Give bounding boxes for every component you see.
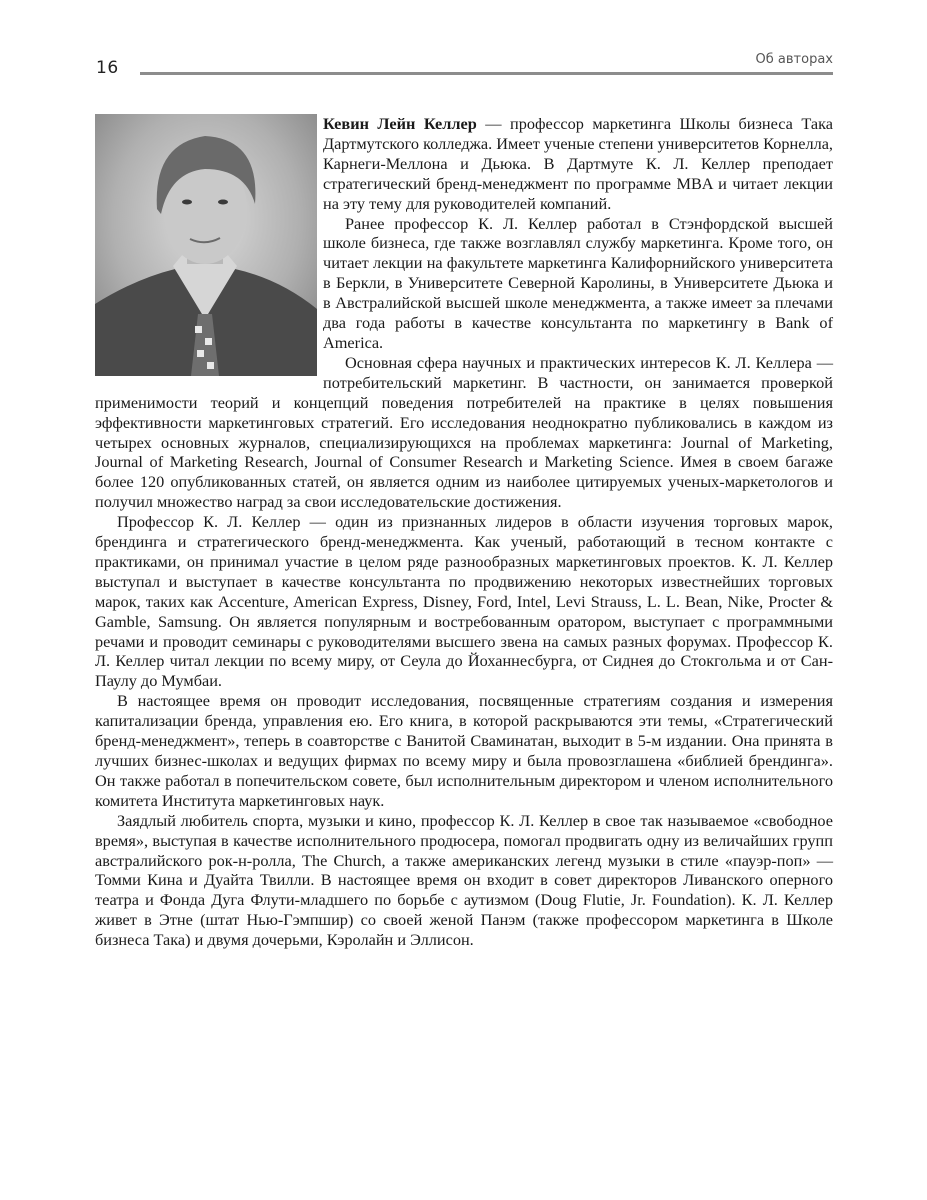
bio-paragraph-3: Основная сфера научных и практических интересов К. Л. Келлера — потребительский маркетинг. В частности, он занимается проверкой применимости теорий и концепций поведения потребителей на практике в целях повышения эффективности маркетинговых стратегий. Его исследования неоднократно публиковались в каждом из четырех основных журналов, специализирующихся на проблемах маркетинга: Journal of Marketing, Journal of Marketing Research, Journal of Consumer Research и Marketing Science. Имея в своем багаже более 120 опубликованных статей, он является одним из наиболее цитируемых ученых-маркетологов и получил множество наград за свои исследовательские достижения. [95, 352, 833, 512]
author-name: Кевин Лейн Келлер [323, 114, 477, 133]
bio-paragraph-4: Профессор К. Л. Келлер — один из признанных лидеров в области изучения торговых марок, брендинга и стратегического бренд-менеджмента. Как ученый, работающий в тесном контакте с практиками, он принимал участие в целом ряде разнообразных маркетинговых проектов. К. Л. Келлер выступал и выступает в качестве консультанта по продвижению некоторых известнейших торговых марок, таких как Accenture, American Express, Disney, Ford, Intel, Levi Strauss, L. L. Bean, Nike, Procter & Gamble, Samsung. Он является популярным и востребованным оратором, выступает с программными речами и проводит семинары с руководителями высшего звена на самых разных форумах. Профессор К. Л. Келлер читал лекции по всему миру, от Сеула до Йоханнесбурга, от Сиднея до Стокгольма и от Сан-Паулу до Мумбаи. [95, 512, 833, 691]
author-bio [95, 114, 833, 950]
running-title: Об авторах [755, 52, 833, 67]
bio-paragraph-5: В настоящее время он проводит исследования, посвященные стратегиям создания и измерения капитализации бренда, управления ею. Его книга, в которой раскрываются эти темы, «Стратегический бренд-менеджмент», теперь в соавторстве с Ванитой Сваминатан, выходит в 5-м издании. Она принята в лучших бизнес-школах и ведущих фирмах по всему миру и была провозглашена «библией брендинга». Он также работал в попечительском совете, был исполнительным директором и членом исполнительного комитета Института маркетинговых наук. [95, 691, 833, 810]
bio-paragraph-6: Заядлый любитель спорта, музыки и кино, профессор К. Л. Келлер в свое так называемое «свободное время», выступая в качестве исполнительного продюсера, помогал продвигать одну из величайших групп австралийского рок-н-ролла, The Church, а также американских легенд музыки в стиле «пауэр-поп» — Томми Кина и Дуайта Твилли. В настоящее время он входит в совет директоров Ливанского оперного театра и Фонда Дуга Флути-младшего по борьбе с аутизмом (Doug Flutie, Jr. Foundation). К. Л. Келлер живет в Этне (штат Нью-Гэмпшир) со своей женой Панэм (также профессором маркетинга в Школе бизнеса Така) и двумя дочерьми, Кэролайн и Эллисон. [95, 810, 833, 950]
photo-spacer [95, 114, 323, 380]
bio-paragraph-1: Кевин Лейн Келлер — профессор маркетинга Школы бизнеса Така Дартмутского колледжа. Имеет ученые степени университетов Корнелла, Карнеги-Меллона и Дьюка. В Дартмуте К. Л. Келлер преподает стратегический бренд-менеджмент по программе MBA и читает лекции на эту тему для руководителей компаний. [323, 114, 833, 213]
header-rule [140, 72, 833, 75]
bio-paragraph-2: Ранее профессор К. Л. Келлер работал в Стэнфордской высшей школе бизнеса, где также возглавлял службу маркетинга. Кроме того, он читает лекции на факультете маркетинга Калифорнийского университета в Беркли, в Университете Северной Каролины, в Университете Дьюка и в Австралийской высшей школе менеджмента, а также имеет за плечами два года работы в качестве консультанта по маркетингу в Bank of America. [323, 213, 833, 352]
page-number: 16 [96, 58, 119, 78]
